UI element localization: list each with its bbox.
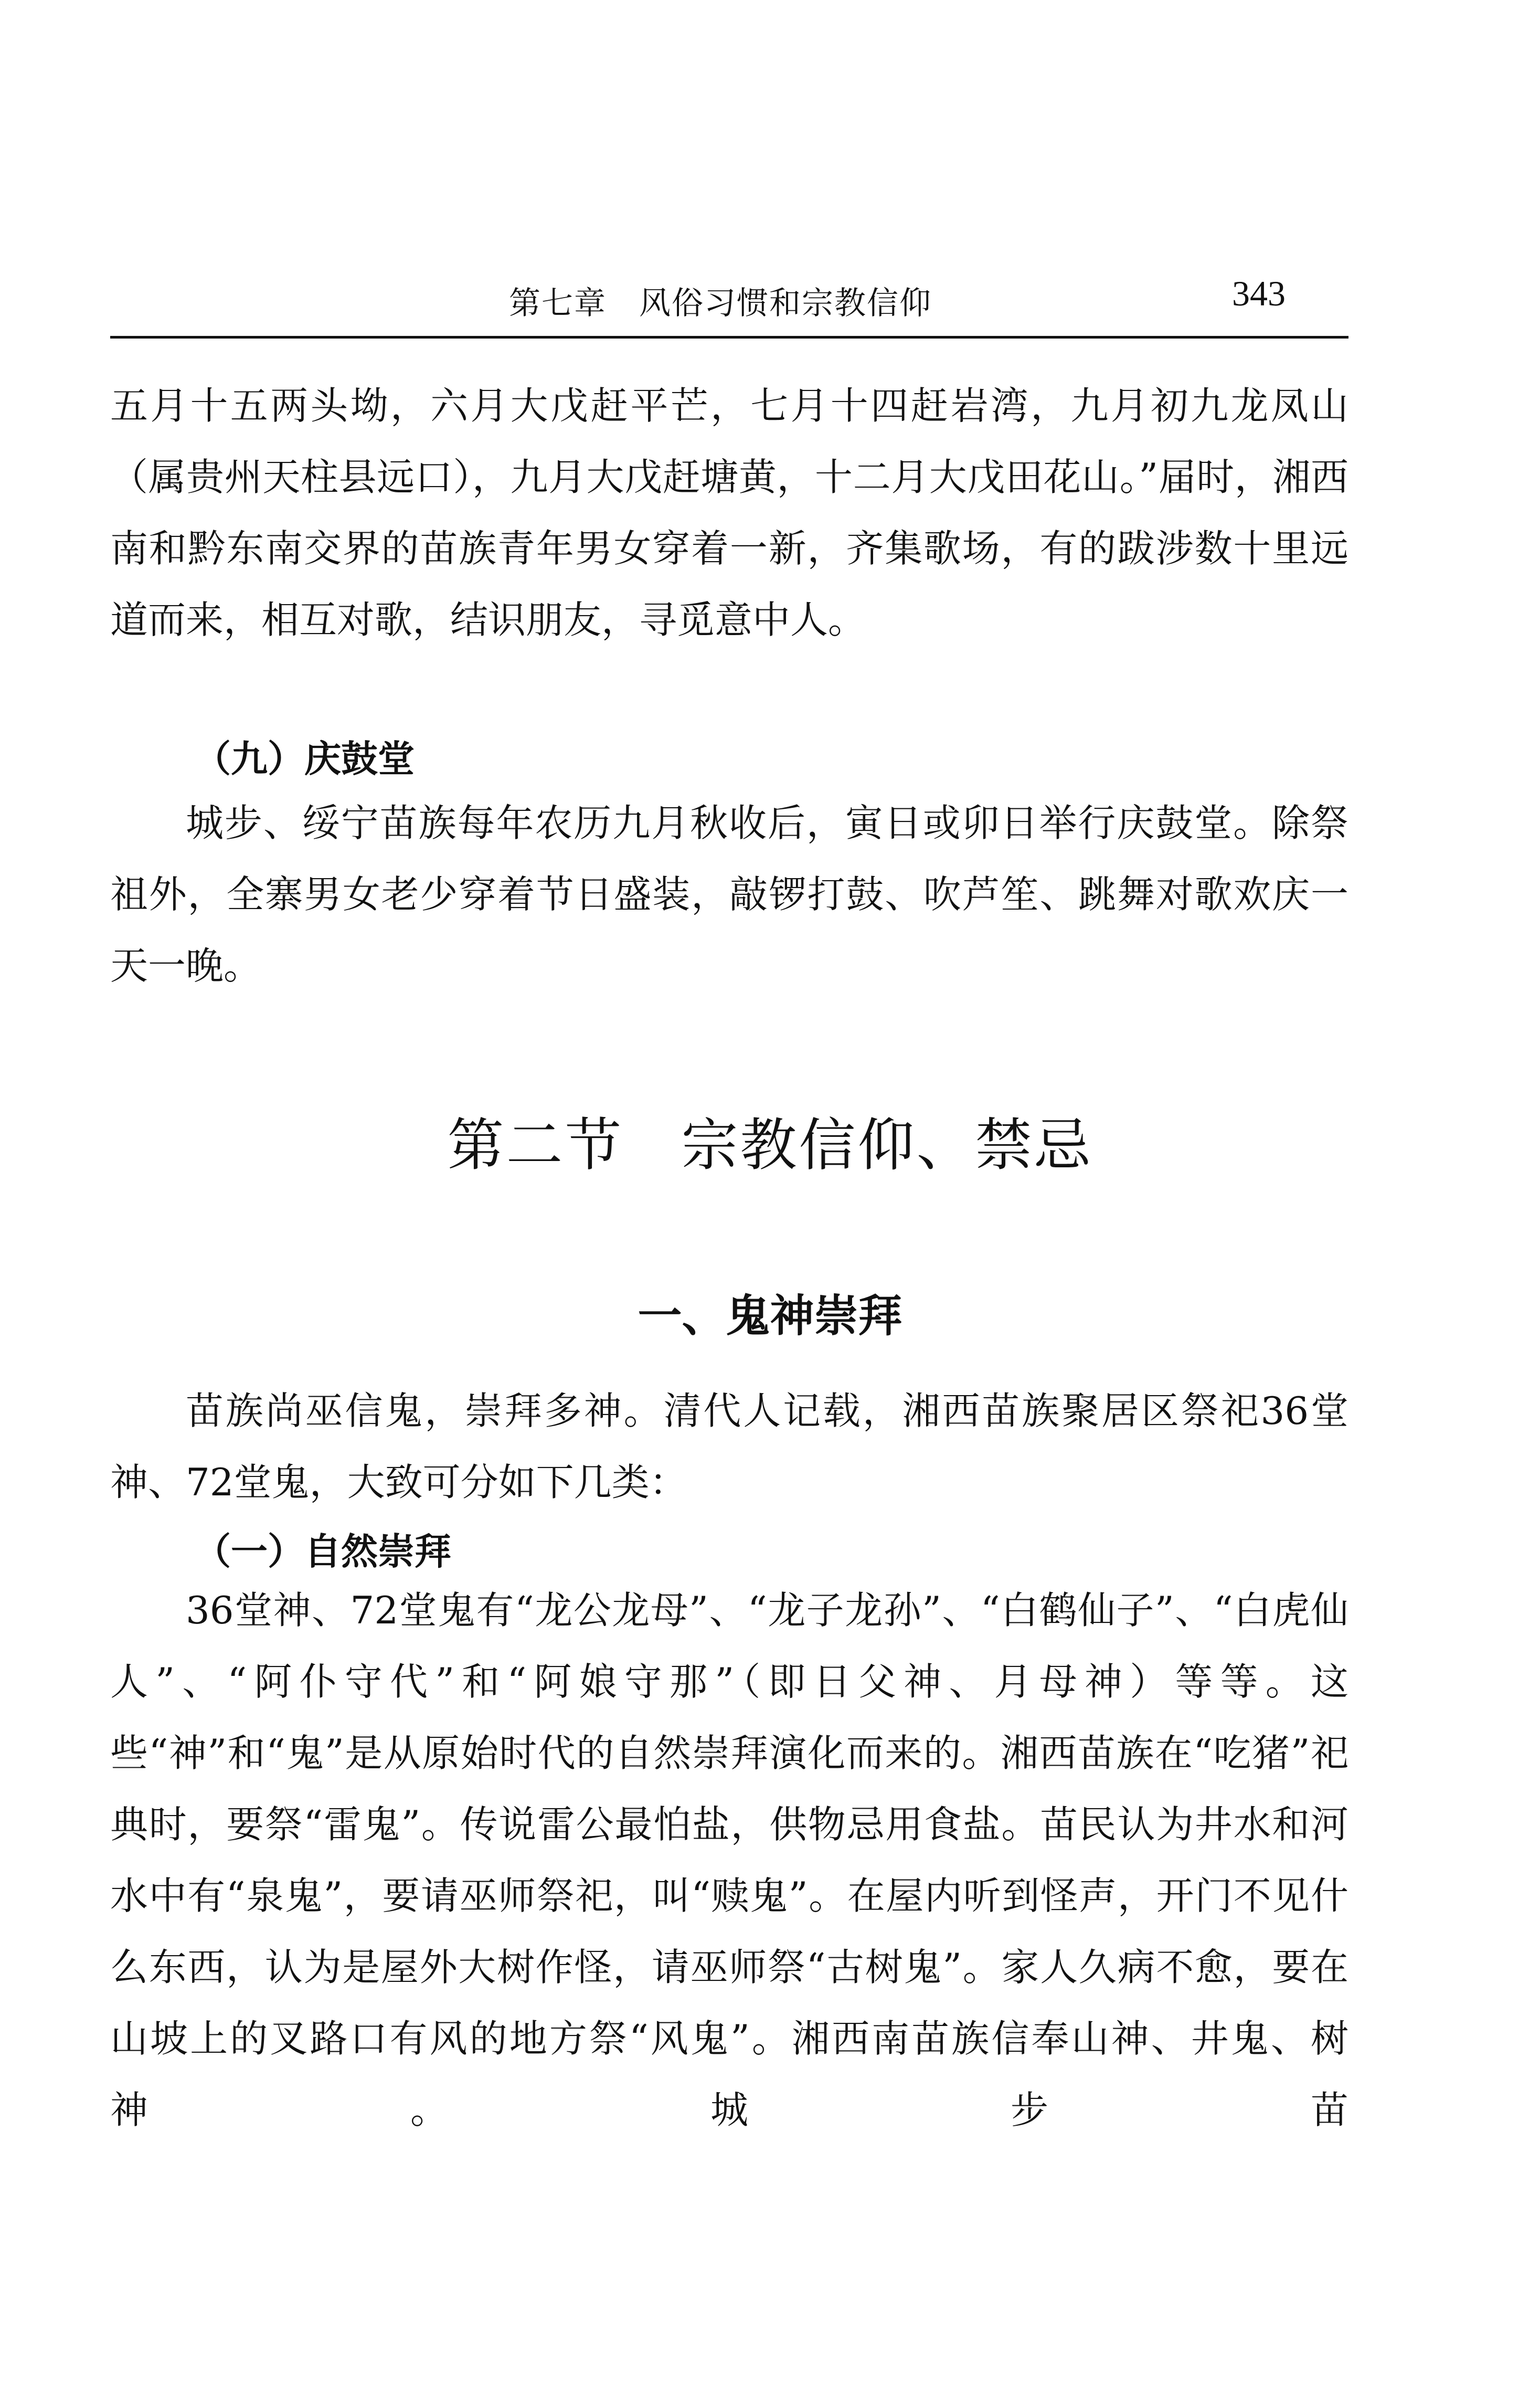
- heading-qing-gu-tang: （九）庆鼓堂: [194, 737, 415, 780]
- header-rule: [110, 336, 1348, 339]
- section-name: 宗教信仰、禁忌: [681, 1113, 1093, 1178]
- subsection-title: 一、鬼神崇拜: [638, 1290, 902, 1342]
- page-number: 343: [1232, 273, 1286, 313]
- paragraph-song-festival-dates: 五月十五两头坳，六月大戊赶平芒，七月十四赶岩湾，九月初九龙凤山（属贵州天柱县远口），九月大戊赶塘黄，十二月大戊田花山。”届时，湘西南和黔东南交界的苗族青年男女穿着一新，齐集歌场，有的跋涉数十里远道而来，相互对歌，结识朋友，寻觅意中人。: [110, 384, 1348, 642]
- section-number: 第二节: [447, 1113, 624, 1178]
- paragraph-qing-gu-tang: 城步、绥宁苗族每年农历九月秋收后，寅日或卯日举行庆鼓堂。除祭祖外，全寨男女老少穿着节日盛装，敲锣打鼓、吹芦笙、跳舞对歌欢庆一天一晚。: [110, 801, 1348, 988]
- heading-nature-worship: （一）自然崇拜: [194, 1530, 451, 1573]
- paragraph-nature-worship: 36堂神、72堂鬼有“龙公龙母”、“龙子龙孙”、“白鹤仙子”、“白虎仙人”、“阿仆守代”和“阿娘守那”（即日父神、月母神）等等。这些“神”和“鬼”是从原始时代的自然崇拜演化而来的。湘西苗族在“吃猪”祀典时，要祭“雷鬼”。传说雷公最怕盐，供物忌用食盐。苗民认为井水和河水中有“泉鬼”，要请巫师祭祀，叫“赎鬼”。在屋内听到怪声，开门不见什么东西，认为是屋外大树作怪，请巫师祭“古树鬼”。家人久病不愈，要在山坡上的叉路口有风的地方祭“风鬼”。湘西南苗族信奉山神、井鬼、树神。城步苗: [110, 1588, 1348, 2132]
- paragraph-intro-worship: 苗族尚巫信鬼，崇拜多神。清代人记载，湘西苗族聚居区祭祀36堂神、72堂鬼，大致可分如下几类：: [110, 1389, 1348, 1504]
- running-title: 第七章 风俗习惯和宗教信仰: [509, 285, 932, 322]
- section-title: [0, 1100, 1540, 1181]
- running-head: [110, 273, 1348, 331]
